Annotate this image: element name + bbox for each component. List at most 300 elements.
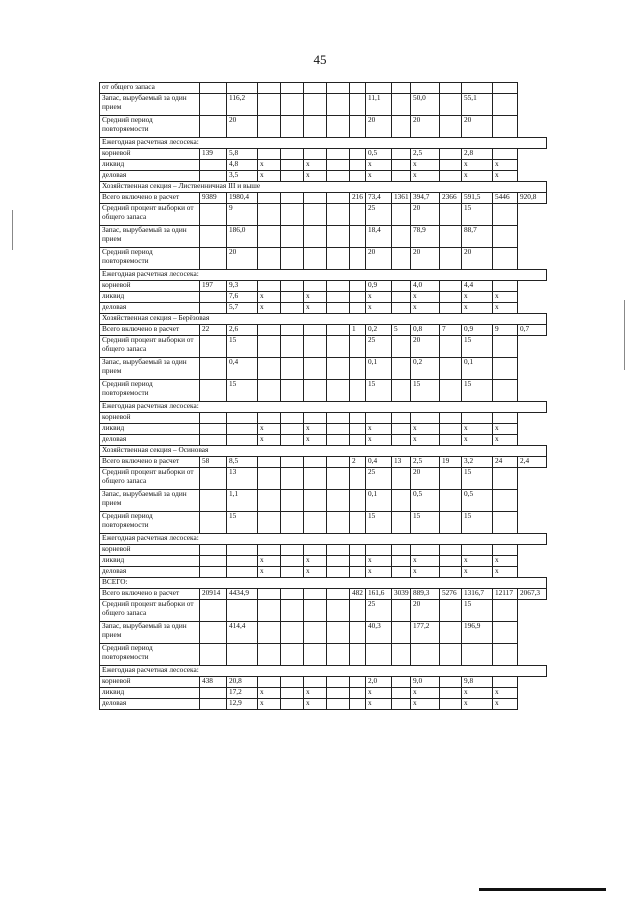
table-cell: 482 bbox=[350, 589, 366, 600]
table-cell bbox=[440, 94, 462, 116]
table-cell: x bbox=[258, 303, 281, 314]
table-cell: 1980,4 bbox=[227, 193, 258, 204]
table-cell: 78,9 bbox=[411, 226, 440, 248]
table-cell bbox=[493, 248, 518, 270]
table-cell bbox=[200, 226, 227, 248]
table-cell bbox=[350, 83, 366, 94]
table-cell: 394,7 bbox=[411, 193, 440, 204]
table-cell: x bbox=[411, 688, 440, 699]
table-cell: 15 bbox=[227, 380, 258, 402]
table-cell: 15 bbox=[227, 336, 258, 358]
table-cell bbox=[327, 116, 350, 138]
table-cell bbox=[392, 281, 411, 292]
table-cell: 15 bbox=[411, 512, 440, 534]
table-cell bbox=[327, 424, 350, 435]
scan-edge-mark bbox=[624, 300, 625, 370]
table-cell bbox=[440, 336, 462, 358]
table-cell bbox=[411, 545, 440, 556]
table-cell bbox=[281, 358, 304, 380]
table-cell bbox=[258, 512, 281, 534]
table-cell bbox=[392, 556, 411, 567]
table-cell: 15 bbox=[366, 512, 392, 534]
section-heading: Ежегодная расчетная лесосека: bbox=[100, 270, 547, 281]
table-cell bbox=[350, 160, 366, 171]
table-cell bbox=[304, 325, 327, 336]
table-cell bbox=[327, 160, 350, 171]
table-cell: x bbox=[258, 292, 281, 303]
table-cell bbox=[392, 204, 411, 226]
table-cell bbox=[281, 435, 304, 446]
table-cell: x bbox=[411, 699, 440, 710]
table-cell bbox=[327, 336, 350, 358]
table-cell bbox=[304, 622, 327, 644]
table-cell bbox=[411, 83, 440, 94]
table-row bbox=[100, 424, 547, 435]
row-label: корневой bbox=[100, 281, 200, 292]
table-cell: 2 bbox=[350, 457, 366, 468]
row-label: Средний процент выборки от общего запаса bbox=[100, 600, 200, 622]
table-cell bbox=[366, 413, 392, 424]
table-cell: 438 bbox=[200, 677, 227, 688]
table-cell bbox=[493, 336, 518, 358]
table-cell bbox=[350, 116, 366, 138]
table-cell bbox=[327, 226, 350, 248]
table-cell bbox=[350, 171, 366, 182]
table-cell bbox=[411, 644, 440, 666]
table-cell bbox=[258, 336, 281, 358]
table-cell bbox=[440, 380, 462, 402]
table-cell bbox=[392, 622, 411, 644]
table-cell bbox=[200, 567, 227, 578]
table-cell: 12,9 bbox=[227, 699, 258, 710]
table-cell: x bbox=[493, 303, 518, 314]
table-cell: x bbox=[366, 688, 392, 699]
table-cell bbox=[227, 435, 258, 446]
table-cell bbox=[350, 545, 366, 556]
table-cell bbox=[350, 600, 366, 622]
table-cell bbox=[200, 600, 227, 622]
table-cell bbox=[327, 358, 350, 380]
table-cell bbox=[350, 281, 366, 292]
row-label: Всего включено в расчет bbox=[100, 193, 200, 204]
table-cell: 0,5 bbox=[411, 490, 440, 512]
table-cell bbox=[281, 116, 304, 138]
table-cell: 15 bbox=[462, 336, 493, 358]
table-cell bbox=[281, 83, 304, 94]
table-cell: 0,7 bbox=[518, 325, 547, 336]
table-cell bbox=[258, 83, 281, 94]
table-cell bbox=[281, 622, 304, 644]
table-cell bbox=[304, 248, 327, 270]
row-label: корневой bbox=[100, 677, 200, 688]
table-cell: 2,8 bbox=[462, 149, 493, 160]
table-cell bbox=[350, 512, 366, 534]
scan-edge-mark bbox=[12, 210, 13, 250]
table-cell bbox=[258, 644, 281, 666]
table-cell bbox=[200, 116, 227, 138]
table-cell: 73,4 bbox=[366, 193, 392, 204]
table-cell: 0,1 bbox=[366, 490, 392, 512]
table-cell: 7 bbox=[440, 325, 462, 336]
table-cell bbox=[281, 567, 304, 578]
table-cell bbox=[327, 171, 350, 182]
table-cell: 50,0 bbox=[411, 94, 440, 116]
table-cell bbox=[440, 226, 462, 248]
table-cell: 15 bbox=[462, 600, 493, 622]
table-cell bbox=[392, 358, 411, 380]
table-cell bbox=[462, 545, 493, 556]
table-cell bbox=[258, 457, 281, 468]
table-cell bbox=[281, 677, 304, 688]
table-cell: x bbox=[304, 160, 327, 171]
table-cell: 8,5 bbox=[227, 457, 258, 468]
table-cell: 0,5 bbox=[462, 490, 493, 512]
table-cell bbox=[392, 644, 411, 666]
table-cell: x bbox=[493, 567, 518, 578]
table-cell: 20 bbox=[462, 116, 493, 138]
table-cell bbox=[200, 303, 227, 314]
table-cell bbox=[440, 281, 462, 292]
row-label: деловая bbox=[100, 435, 200, 446]
table-cell: x bbox=[462, 435, 493, 446]
table-cell bbox=[258, 490, 281, 512]
row-label: корневой bbox=[100, 413, 200, 424]
table-cell bbox=[440, 556, 462, 567]
table-cell bbox=[304, 457, 327, 468]
table-cell bbox=[304, 281, 327, 292]
table-cell bbox=[304, 644, 327, 666]
table-row bbox=[100, 94, 547, 116]
table-cell bbox=[258, 248, 281, 270]
table-cell: 9 bbox=[493, 325, 518, 336]
table-cell: 13 bbox=[392, 457, 411, 468]
table-cell bbox=[327, 380, 350, 402]
table-cell: 25 bbox=[366, 468, 392, 490]
table-cell: 22 bbox=[200, 325, 227, 336]
table-row bbox=[100, 116, 547, 138]
row-label: деловая bbox=[100, 303, 200, 314]
table-cell bbox=[258, 358, 281, 380]
table-cell: 19 bbox=[440, 457, 462, 468]
table-cell: 5446 bbox=[493, 193, 518, 204]
table-cell bbox=[200, 688, 227, 699]
table-cell: 15 bbox=[366, 380, 392, 402]
table-cell bbox=[440, 468, 462, 490]
table-cell bbox=[281, 149, 304, 160]
table-cell bbox=[304, 512, 327, 534]
table-cell bbox=[392, 83, 411, 94]
table-cell bbox=[281, 248, 304, 270]
table-cell bbox=[350, 424, 366, 435]
table-cell bbox=[258, 468, 281, 490]
table-cell: 2,5 bbox=[411, 457, 440, 468]
table-cell: 4,0 bbox=[411, 281, 440, 292]
table-cell bbox=[258, 413, 281, 424]
table-cell: x bbox=[366, 303, 392, 314]
table-cell bbox=[493, 622, 518, 644]
table-cell bbox=[392, 171, 411, 182]
table-cell bbox=[493, 413, 518, 424]
table-cell bbox=[200, 204, 227, 226]
row-label: Средний процент выборки от общего запаса bbox=[100, 204, 200, 226]
table-cell bbox=[281, 468, 304, 490]
table-cell bbox=[258, 589, 281, 600]
table-cell: x bbox=[493, 160, 518, 171]
table-cell: x bbox=[462, 292, 493, 303]
table-cell bbox=[493, 204, 518, 226]
table-cell bbox=[327, 281, 350, 292]
table-cell: 0,1 bbox=[462, 358, 493, 380]
table-cell: 3039 bbox=[392, 589, 411, 600]
table-cell bbox=[392, 468, 411, 490]
table-cell bbox=[440, 248, 462, 270]
table-cell bbox=[281, 204, 304, 226]
section-heading: ВСЕГО: bbox=[100, 578, 547, 589]
table-cell bbox=[327, 556, 350, 567]
table-cell bbox=[327, 303, 350, 314]
table-cell bbox=[327, 677, 350, 688]
table-cell bbox=[327, 644, 350, 666]
table-cell: x bbox=[258, 688, 281, 699]
table-cell bbox=[440, 149, 462, 160]
table-row bbox=[100, 402, 547, 413]
table-cell: 20 bbox=[411, 204, 440, 226]
table-cell: 15 bbox=[462, 512, 493, 534]
table-cell bbox=[440, 622, 462, 644]
table-cell bbox=[350, 204, 366, 226]
table-cell: x bbox=[366, 292, 392, 303]
table-cell bbox=[350, 688, 366, 699]
row-label: Средний период повторяемости bbox=[100, 512, 200, 534]
table-cell bbox=[493, 512, 518, 534]
table-cell: 9,0 bbox=[411, 677, 440, 688]
table-row bbox=[100, 226, 547, 248]
table-cell: x bbox=[304, 556, 327, 567]
table-row bbox=[100, 567, 547, 578]
row-label: Запас, вырубаемый за один прием bbox=[100, 490, 200, 512]
row-label: ликвид bbox=[100, 160, 200, 171]
bottom-rule bbox=[479, 888, 606, 891]
table-cell: 20 bbox=[411, 116, 440, 138]
table-cell bbox=[440, 545, 462, 556]
table-row bbox=[100, 677, 547, 688]
table-cell: 13 bbox=[227, 468, 258, 490]
table-cell bbox=[440, 490, 462, 512]
table-cell: x bbox=[411, 435, 440, 446]
table-cell: 2,0 bbox=[366, 677, 392, 688]
table-cell bbox=[200, 490, 227, 512]
table-cell: 15 bbox=[411, 380, 440, 402]
table-cell bbox=[327, 622, 350, 644]
table-cell bbox=[493, 116, 518, 138]
table-cell: 25 bbox=[366, 204, 392, 226]
table-cell: 216 bbox=[350, 193, 366, 204]
table-row bbox=[100, 666, 547, 677]
table-row bbox=[100, 358, 547, 380]
table-cell: x bbox=[493, 556, 518, 567]
table-row bbox=[100, 578, 547, 589]
table-cell bbox=[350, 292, 366, 303]
table-cell bbox=[440, 567, 462, 578]
table-cell: 1,1 bbox=[227, 490, 258, 512]
table-cell bbox=[327, 699, 350, 710]
table-cell: 4,8 bbox=[227, 160, 258, 171]
row-label: деловая bbox=[100, 171, 200, 182]
table-cell bbox=[281, 281, 304, 292]
table-cell: 414,4 bbox=[227, 622, 258, 644]
table-cell: 2366 bbox=[440, 193, 462, 204]
table-cell bbox=[440, 171, 462, 182]
table-cell: 5 bbox=[392, 325, 411, 336]
table-row bbox=[100, 314, 547, 325]
table-cell bbox=[440, 600, 462, 622]
table-cell: x bbox=[462, 424, 493, 435]
table-cell bbox=[281, 303, 304, 314]
section-heading: Хозяйственная секция – Лиственничная III и выше bbox=[100, 182, 547, 193]
table-cell bbox=[493, 358, 518, 380]
cutting-area-table bbox=[99, 82, 547, 710]
table-row bbox=[100, 589, 547, 600]
table-cell: 0,8 bbox=[411, 325, 440, 336]
table-cell bbox=[281, 193, 304, 204]
table-cell bbox=[304, 226, 327, 248]
table-cell: 2067,3 bbox=[518, 589, 547, 600]
table-cell bbox=[350, 380, 366, 402]
table-cell: 0,4 bbox=[227, 358, 258, 380]
table-cell bbox=[411, 413, 440, 424]
table-cell: 0,2 bbox=[366, 325, 392, 336]
table-cell: 1 bbox=[350, 325, 366, 336]
row-label: Средний период повторяемости bbox=[100, 248, 200, 270]
table-row bbox=[100, 490, 547, 512]
table-cell: x bbox=[258, 435, 281, 446]
table-cell bbox=[304, 677, 327, 688]
table-cell bbox=[327, 457, 350, 468]
table-cell bbox=[281, 325, 304, 336]
table-cell bbox=[366, 644, 392, 666]
table-cell: 11,1 bbox=[366, 94, 392, 116]
table-cell bbox=[227, 644, 258, 666]
table-row bbox=[100, 171, 547, 182]
table-cell bbox=[392, 303, 411, 314]
table-cell: x bbox=[258, 567, 281, 578]
table-cell bbox=[440, 160, 462, 171]
table-cell: 12117 bbox=[493, 589, 518, 600]
table-cell: 3,5 bbox=[227, 171, 258, 182]
table-cell: x bbox=[462, 699, 493, 710]
table-cell: 1361 bbox=[392, 193, 411, 204]
table-cell bbox=[462, 644, 493, 666]
table-cell: 4,4 bbox=[462, 281, 493, 292]
table-cell bbox=[304, 600, 327, 622]
table-cell bbox=[258, 281, 281, 292]
table-cell bbox=[350, 94, 366, 116]
table-cell bbox=[200, 248, 227, 270]
table-cell: x bbox=[304, 567, 327, 578]
table-cell bbox=[258, 94, 281, 116]
table-row bbox=[100, 204, 547, 226]
table-cell bbox=[258, 325, 281, 336]
row-label: ликвид bbox=[100, 688, 200, 699]
table-cell bbox=[200, 424, 227, 435]
table-cell: x bbox=[493, 171, 518, 182]
table-cell: x bbox=[462, 567, 493, 578]
table-cell bbox=[392, 435, 411, 446]
table-cell bbox=[258, 380, 281, 402]
table-row bbox=[100, 292, 547, 303]
table-cell: x bbox=[304, 292, 327, 303]
table-cell bbox=[281, 171, 304, 182]
table-row bbox=[100, 248, 547, 270]
table-cell bbox=[493, 380, 518, 402]
table-cell bbox=[327, 468, 350, 490]
table-cell bbox=[350, 567, 366, 578]
table-cell: 0,4 bbox=[366, 457, 392, 468]
table-cell: x bbox=[366, 171, 392, 182]
table-cell: 18,4 bbox=[366, 226, 392, 248]
table-cell bbox=[440, 358, 462, 380]
table-row bbox=[100, 193, 547, 204]
table-cell bbox=[350, 226, 366, 248]
table-cell: 58 bbox=[200, 457, 227, 468]
table-cell bbox=[200, 413, 227, 424]
table-cell bbox=[200, 435, 227, 446]
table-cell bbox=[392, 545, 411, 556]
table-cell: 15 bbox=[227, 512, 258, 534]
table-cell: x bbox=[304, 424, 327, 435]
table-cell: 4434,9 bbox=[227, 589, 258, 600]
table-cell: x bbox=[366, 556, 392, 567]
table-cell: 889,3 bbox=[411, 589, 440, 600]
table-cell: 3,2 bbox=[462, 457, 493, 468]
table-cell bbox=[392, 413, 411, 424]
row-label: Запас, вырубаемый за один прием bbox=[100, 226, 200, 248]
row-label: Запас, вырубаемый за один прием bbox=[100, 94, 200, 116]
table-cell: 186,0 bbox=[227, 226, 258, 248]
table-cell: x bbox=[366, 435, 392, 446]
table-cell bbox=[350, 413, 366, 424]
table-cell bbox=[440, 512, 462, 534]
table-cell bbox=[304, 358, 327, 380]
table-cell bbox=[258, 226, 281, 248]
table-cell bbox=[327, 292, 350, 303]
table-cell bbox=[200, 292, 227, 303]
table-cell: 591,5 bbox=[462, 193, 493, 204]
table-cell bbox=[392, 116, 411, 138]
table-cell: 20 bbox=[411, 336, 440, 358]
table-cell bbox=[392, 380, 411, 402]
table-cell bbox=[227, 567, 258, 578]
table-cell bbox=[304, 380, 327, 402]
table-cell: 5,8 bbox=[227, 149, 258, 160]
table-cell: 1316,7 bbox=[462, 589, 493, 600]
table-cell: x bbox=[493, 699, 518, 710]
table-cell: 55,1 bbox=[462, 94, 493, 116]
table-cell bbox=[304, 490, 327, 512]
table-cell: 40,3 bbox=[366, 622, 392, 644]
table-cell bbox=[327, 512, 350, 534]
table-cell bbox=[493, 281, 518, 292]
table-cell: 20 bbox=[366, 248, 392, 270]
table-cell: 2,6 bbox=[227, 325, 258, 336]
table-cell bbox=[327, 94, 350, 116]
table-cell: 15 bbox=[462, 204, 493, 226]
table-row bbox=[100, 699, 547, 710]
table-cell: x bbox=[258, 556, 281, 567]
table-cell bbox=[392, 160, 411, 171]
table-cell bbox=[392, 600, 411, 622]
table-cell bbox=[200, 358, 227, 380]
